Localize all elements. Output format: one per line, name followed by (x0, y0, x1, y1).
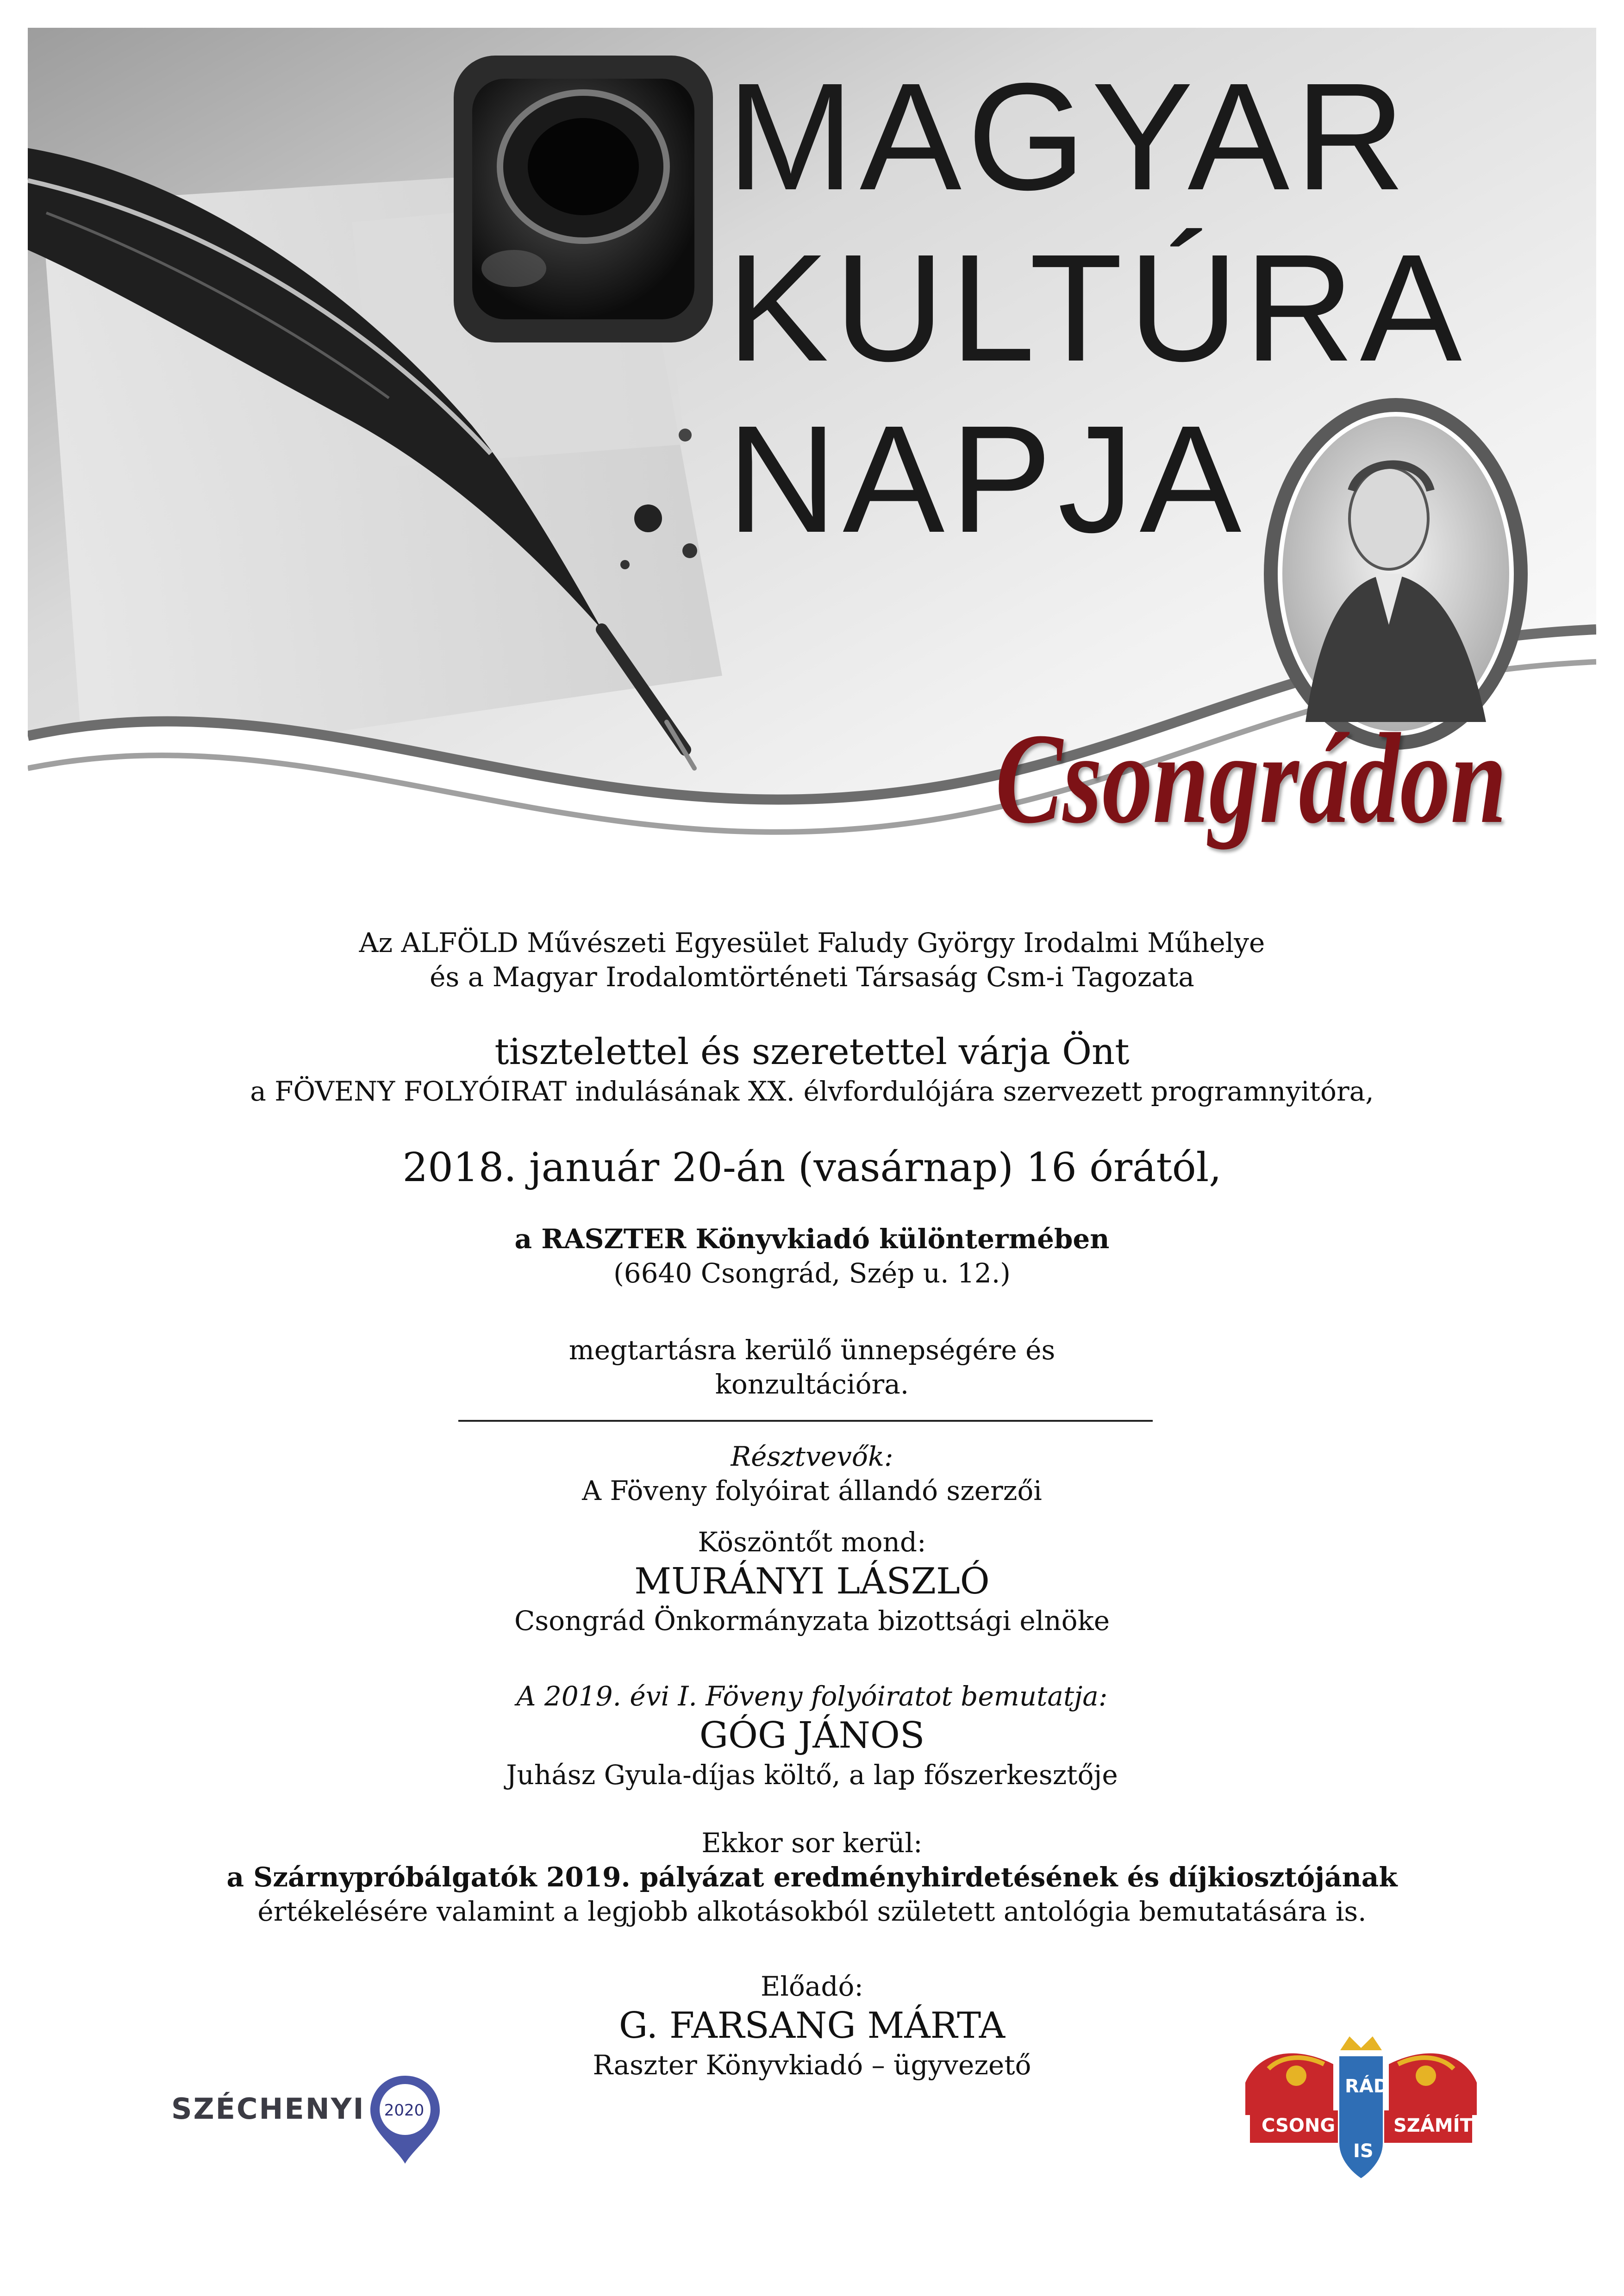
szechenyi-text: SZÉCHENYI (171, 2092, 365, 2126)
csongrad-label-left: CSONG (1262, 2115, 1336, 2136)
organizer-line-1: Az ALFÖLD Művészeti Egyesület Faludy György Irodalmi Műhelye (359, 927, 1265, 958)
organizer-line-2: és a Magyar Irodalomtörténeti Társaság Csm-i Tagozata (430, 961, 1194, 993)
awards-label: Ekkor sor kerül: (701, 1827, 923, 1859)
city-subtitle: Csongrádon (995, 706, 1507, 850)
presenter-role: Juhász Gyula-díjas költő, a lap főszerkesztője (506, 1759, 1118, 1791)
presenter-block (0, 1679, 1624, 1792)
lecturer-name: G. FARSANG MÁRTA (618, 2005, 1006, 2047)
title-line-1: MAGYAR (727, 51, 1411, 222)
ink-bottle (454, 56, 713, 342)
greeting-role: Csongrád Önkormányzata bizottsági elnöke (514, 1605, 1110, 1636)
greeting-name: MURÁNYI LÁSZLÓ (634, 1561, 990, 1602)
invitation-block (0, 1030, 1624, 1108)
greeting-label: Köszöntőt mond: (698, 1526, 926, 1558)
participants-text: A Föveny folyóirat állandó szerzői (582, 1475, 1042, 1506)
purpose-line-2: konzultációra. (715, 1369, 909, 1400)
venue-block (0, 1222, 1624, 1290)
szechenyi-2020-logo (171, 2073, 458, 2166)
event-date: 2018. január 20-án (vasárnap) 16 órától, (402, 1145, 1222, 1191)
invitation-line: tisztelettel és szeretettel várja Önt (494, 1031, 1130, 1073)
divider (458, 1420, 1153, 1422)
organizers-block (0, 926, 1624, 994)
awards-title: a Szárnypróbálgatók 2019. pályázat eredményhirdetésének és díjkiosztójának (226, 1861, 1398, 1893)
lecturer-label: Előadó: (761, 1971, 863, 2002)
venue-name: a RASZTER Könyvkiadó különtermében (514, 1223, 1110, 1255)
location-pin-icon (368, 2073, 442, 2166)
awards-block (0, 1826, 1624, 1929)
venue-address: (6640 Csongrád, Szép u. 12.) (613, 1257, 1011, 1289)
csongrad-label-center-bottom: IS (1353, 2140, 1374, 2162)
purpose-block (0, 1333, 1624, 1401)
csongrad-label-right: SZÁMÍT (1393, 2115, 1473, 2136)
participants-block (0, 1439, 1624, 1508)
title-line-3: NAPJA (727, 393, 1247, 564)
date-block (0, 1143, 1624, 1192)
awards-text: értékelésére valamint a legjobb alkotásokból született antológia bemutatására is. (257, 1896, 1367, 1927)
greeting-block (0, 1525, 1624, 1638)
portrait-medallion (1264, 398, 1528, 750)
ink-drop (634, 504, 662, 532)
presenter-name: GÓG JÁNOS (699, 1715, 925, 1756)
purpose-line-1: megtartásra kerülő ünnepségére és (568, 1334, 1056, 1366)
csongrad-is-szamit-logo (1241, 2032, 1481, 2184)
title-line-2: KULTÚRA (727, 222, 1468, 393)
lecturer-role: Raszter Könyvkiadó – ügyvezető (593, 2049, 1031, 2081)
csongrad-label-center-top: RÁD (1345, 2076, 1389, 2097)
presenter-label: A 2019. évi I. Föveny folyóiratot bemutatja: (516, 1680, 1108, 1712)
szechenyi-year: 2020 (384, 2101, 425, 2120)
participants-label: Résztvevők: (731, 1441, 893, 1472)
occasion-line: a FÖVENY FOLYÓIRAT indulásának XX. élvfordulójára szervezett programnyitóra, (250, 1076, 1374, 1107)
